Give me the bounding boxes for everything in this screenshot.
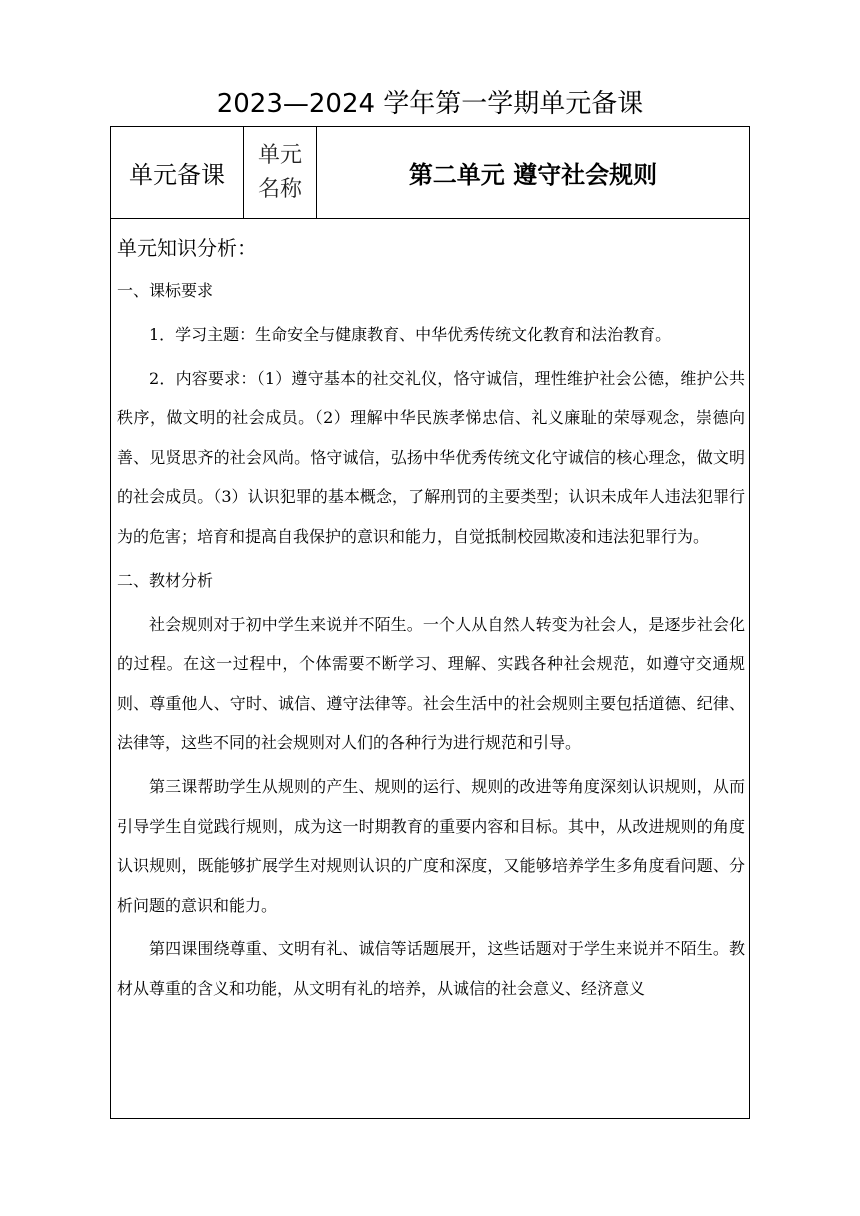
unit-name-value: 第二单元 遵守社会规则 <box>408 161 658 189</box>
unit-name-label-line2: 名称 <box>257 176 302 202</box>
analysis-content <box>111 219 749 1009</box>
table-header-row <box>111 127 749 219</box>
paragraph-learning-theme: 1．学习主题：生命安全与健康教育、中华优秀传统文化教育和法治教育。 <box>149 325 672 344</box>
paragraph-social-rules: 社会规则对于初中学生来说并不陌生。一个人从自然人转变为社会人，是逐步社会化的过程。在这一过程中，个体需要不断学习、理解、实践各种社会规范，如遵守交通规则、尊重他人、守时、诚信、遵守法律等。社会生活中的社会规则主要包括道德、纪律、法律等，这些不同的社会规则对人们的各种行为进行规范和引导。 <box>117 614 745 753</box>
unit-name-label-line1: 单元 <box>257 142 302 168</box>
section-heading-curriculum: 一、课标要求 <box>117 281 214 300</box>
paragraph-lesson-three: 第三课帮助学生从规则的产生、规则的运行、规则的改进等角度深刻认识规则，从而引导学生自觉践行规则，成为这一时期教育的重要内容和目标。其中，从改进规则的角度认识规则，既能够扩展学生对规则认识的广度和深度，又能够培养学生多角度看问题、分析问题的意识和能力。 <box>117 776 745 915</box>
paragraph-content-requirements: 2．内容要求：（1）遵守基本的社交礼仪，恪守诚信，理性维护社会公德，维护公共秩序，做文明的社会成员。（2）理解中华民族孝悌忠信、礼义廉耻的荣辱观念，崇德向善、见贤思齐的社会风尚。恪守诚信，弘扬中华优秀传统文化守诚信的核心理念，做文明的社会成员。（3）认识犯罪的基本概念，了解刑罚的主要类型；认识未成年人违法犯罪行为的危害；培育和提高自我保护的意识和能力，自觉抵制校园欺凌和违法犯罪行为。 <box>117 368 745 546</box>
analysis-heading: 单元知识分析： <box>117 236 257 260</box>
unit-name-label <box>244 127 317 218</box>
unit-plan-table <box>110 126 750 1119</box>
unit-prep-label: 单元备课 <box>111 127 244 218</box>
page-title: 2023—2024 学年第一学期单元备课 <box>216 89 644 119</box>
paragraph-lesson-four: 第四课围绕尊重、文明有礼、诚信等话题展开，这些话题对于学生来说并不陌生。教材从尊重的含义和功能，从文明有礼的培养，从诚信的社会意义、经济意义 <box>117 939 745 998</box>
section-heading-textbook: 二、教材分析 <box>117 570 214 590</box>
